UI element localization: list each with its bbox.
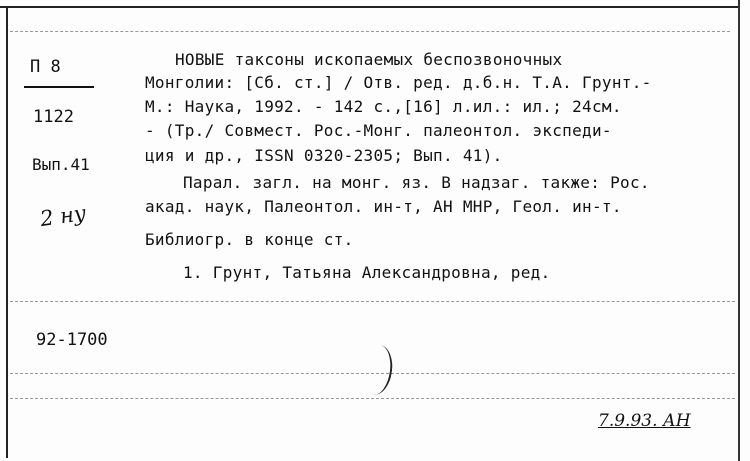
entry-line: Монголии: [Сб. ст.] / Отв. ред. д.б.н. Т.А. Грунт.- (145, 73, 652, 92)
dotted-guide-line (10, 301, 735, 302)
dotted-guide-line (10, 31, 730, 32)
shelf-mark-underline (24, 86, 94, 88)
entry-line: М.: Наука, 1992. - 142 с.,[16] л.ил.: ил.; 24см. (145, 97, 622, 116)
inventory-number: 1122 (33, 107, 74, 127)
entry-line: - (Тр./ Совмест. Рос.-Монг. палеонтол. экспеди- (145, 121, 612, 140)
card-top-border (0, 6, 740, 8)
card-left-border (6, 6, 8, 458)
control-number: 92-1700 (36, 330, 108, 350)
volume-note: Вып.41 (32, 155, 90, 174)
handwritten-note: 2 ну (38, 200, 88, 232)
pencil-mark (359, 343, 396, 397)
entry-line: ция и др., ISSN 0320-2305; Вып. 41). (145, 146, 503, 165)
bibliography-note: Библиогр. в конце ст. (145, 230, 354, 249)
entry-title-line: НОВЫЕ таксоны ископаемых беспозвоночных (175, 50, 563, 69)
note-line: Парал. загл. на монг. яз. В надзаг. также: Рос. (183, 173, 650, 192)
date-stamp: 7.9.93. АН (598, 411, 691, 431)
card-right-border (738, 0, 740, 461)
added-entry: 1. Грунт, Татьяна Александровна, ред. (183, 263, 551, 282)
dotted-guide-line (10, 398, 735, 399)
shelf-mark: П 8 (30, 57, 61, 77)
note-line: акад. наук, Палеонтол. ин-т, АН МНР, Геол. ин-т. (145, 197, 622, 216)
